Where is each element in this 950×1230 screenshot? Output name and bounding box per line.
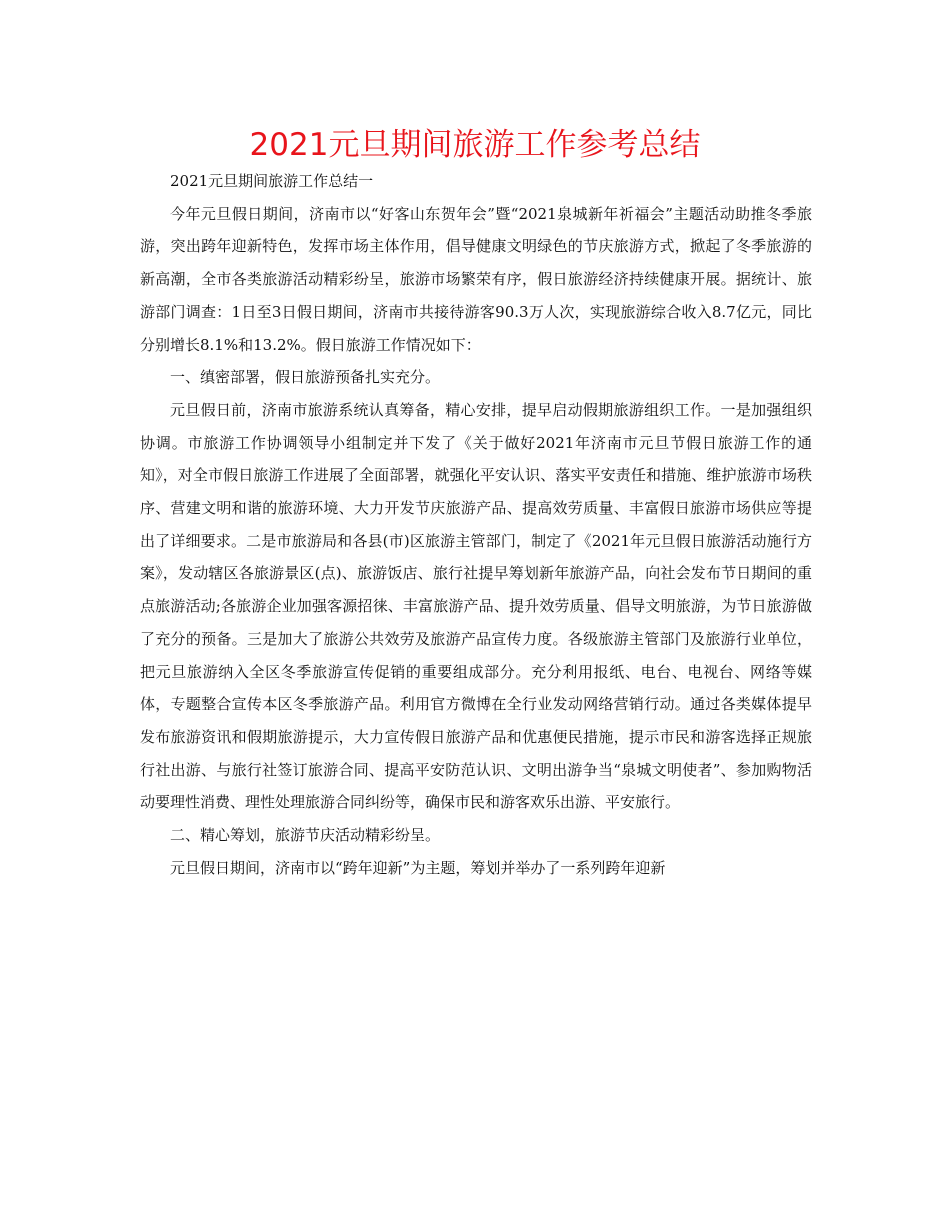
subtitle-paragraph: 2021元旦期间旅游工作总结一 [170,172,374,190]
section-2-paragraph: 元旦假日期间，济南市以“跨年迎新”为主题，筹划并举办了一系列跨年迎新 [170,858,666,877]
intro-paragraph: 今年元旦假日期间，济南市以“好客山东贺年会”暨“2021泉城新年祈福会”主题活动助推冬季旅游，突出跨年迎新特色，发挥市场主体作用，倡导健康文明绿色的节庆旅游方式，掀起了冬季旅游的新高潮，全市各类旅游活动精彩纷呈，旅游市场繁荣有序，假日旅游经济持续健康开展。据统计、旅游部门调查：1日至3日假日期间，济南市共接待游客90.3万人次，实现旅游综合收入8.7亿元，同比分别增长8.1%和13.2%。假日旅游工作情况如下： [140,204,812,354]
document-body [140,165,812,884]
section-heading-1: 一、缜密部署，假日旅游预备扎实充分。 [170,368,441,387]
section-1-paragraph: 元旦假日前，济南市旅游系统认真筹备，精心安排，提早启动假期旅游组织工作。一是加强组织协调。市旅游工作协调领导小组制定并下发了《关于做好2021年济南市元旦节假日旅游工作的通知》，对全市假日旅游工作进展了全面部署，就强化平安认识、落实平安责任和措施、维护旅游市场秩序、营建文明和谐的旅游环境、大力开发节庆旅游产品、提高效劳质量、丰富假日旅游市场供应等提出了详细要求。二是市旅游局和各县(市)区旅游主管部门，制定了《2021年元旦假日旅游活动施行方案》，发动辖区各旅游景区(点)、旅游饭店、旅行社提早筹划新年旅游产品，向社会发布节日期间的重点旅游活动;各旅游企业加强客源招徕、丰富旅游产品、提升效劳质量、倡导文明旅游，为节日旅游做了充分的预备。三是加大了旅游公共效劳及旅游产品宣传力度。各级旅游主管部门及旅游行业单位，把元旦旅游纳入全区冬季旅游宣传促销的重要组成部分。充分利用报纸、电台、电视台、网络等媒体，专题整合宣传本区冬季旅游产品。利用官方微博在全行业发动网络营销行动。通过各类媒体提早发布旅游资讯和假期旅游提示，大力宣传假日旅游产品和优惠便民措施，提示市民和游客选择正规旅行社出游、与旅行社签订旅游合同、提高平安防范认识、文明出游争当“泉城文明使者”、参加购物活动要理性消费、理性处理旅游合同纠纷等，确保市民和游客欢乐出游、平安旅行。 [140,400,812,812]
document-title: 2021元旦期间旅游工作参考总结 [249,127,701,163]
section-heading-2: 二、精心筹划，旅游节庆活动精彩纷呈。 [170,826,441,845]
